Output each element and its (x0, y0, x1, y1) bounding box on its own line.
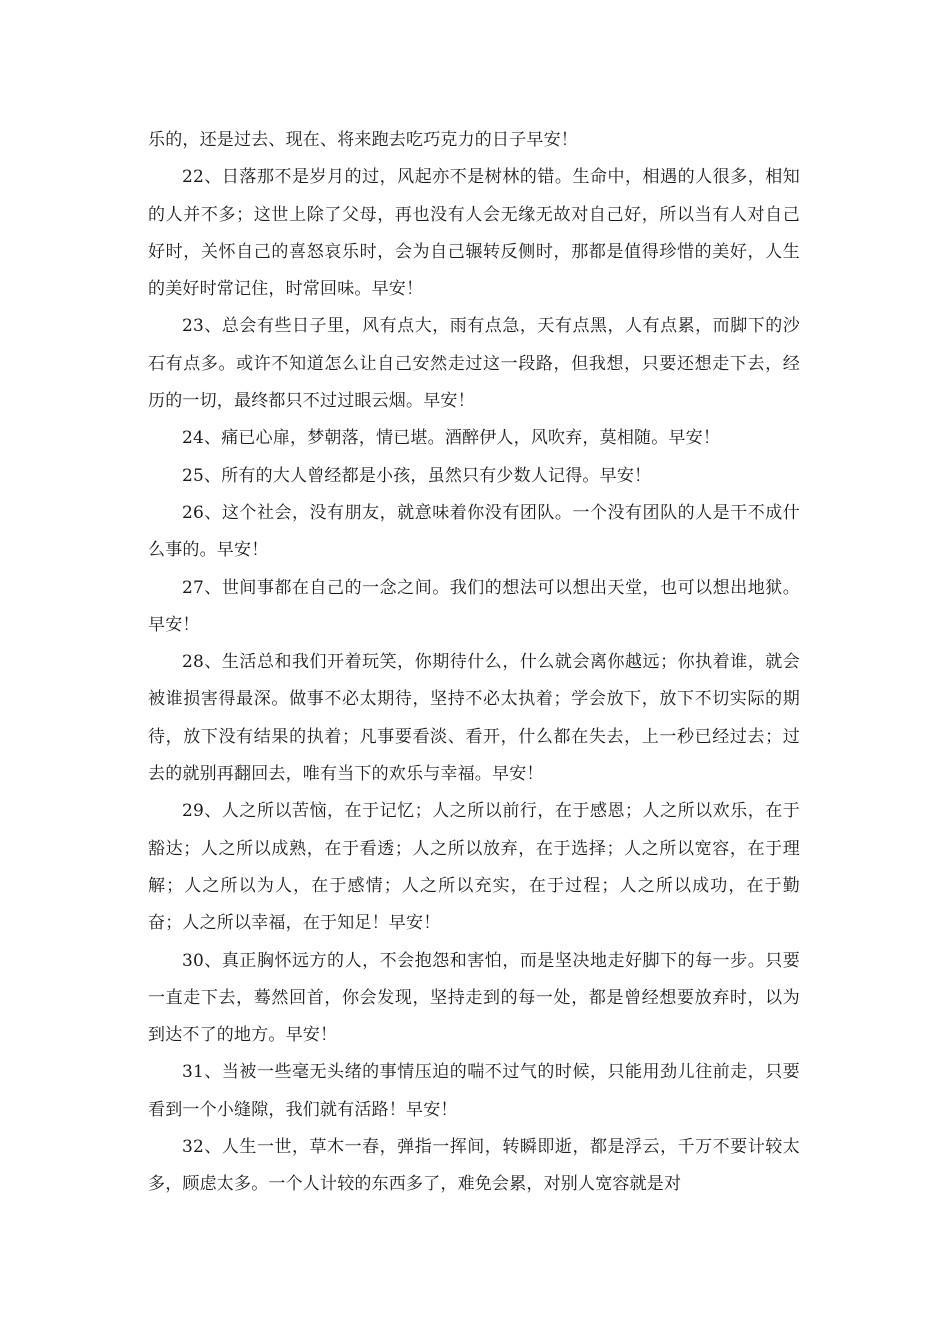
paragraph-continuation: 乐的，还是过去、现在、将来跑去吃巧克力的日子早安！ (148, 130, 578, 150)
paragraph-26: 26、这个社会，没有朋友，就意味着你没有团队。一个没有团队的人是干不成什么事的。早安！ (148, 502, 800, 561)
paragraph-25: 25、所有的大人曾经都是小孩，虽然只有少数人记得。早安！ (182, 465, 652, 486)
paragraph-31: 31、当被一些毫无头绪的事情压迫的喘不过气的时候，只能用劲儿往前走，只要看到一个小缝隙，我们就有活路！早安！ (148, 1062, 800, 1120)
paragraph-27: 27、世间事都在自己的一念之间。我们的想法可以想出天堂，也可以想出地狱。早安！ (148, 577, 800, 635)
paragraph-32: 32、人生一世，草木一春，弹指一挥间，转瞬即逝，都是浮云，千万不要计较太多，顾虑太多。一个人计较的东西多了，难免会累，对别人宽容就是对 (148, 1137, 800, 1195)
paragraph-29: 29、人之所以苦恼，在于记忆；人之所以前行，在于感恩；人之所以欢乐，在于豁达；人之所以成熟，在于看透；人之所以放弃，在于选择；人之所以宽容，在于理解；人之所以为人，在于感情；人之所以充实，在于过程；人之所以成功，在于勤奋；人之所以幸福，在于知足！早安！ (148, 801, 800, 934)
paragraph-23: 23、总会有些日子里，风有点大，雨有点急，天有点黑，人有点累，而脚下的沙石有点多。或许不知道怎么让自己安然走过这一段路，但我想，只要还想走下去，经历的一切，最终都只不过过眼云烟。早安！ (148, 316, 800, 412)
paragraph-22: 22、日落那不是岁月的过，风起亦不是树林的错。生命中，相遇的人很多，相知的人并不多；这世上除了父母，再也没有人会无缘无故对自己好，所以当有人对自己好时，关怀自己的喜怒哀乐时，会为自己辗转反侧时，那都是值得珍惜的美好，人生的美好时常记住，时常回味。早安！ (148, 167, 800, 300)
paragraph-24: 24、痛已心扉，梦朝落，情已堪。酒醉伊人，风吹弃，莫相随。早安！ (182, 428, 721, 449)
paragraph-28: 28、生活总和我们开着玩笑，你期待什么，什么就会离你越远；你执着谁，就会被谁损害得最深。做事不必太期待，坚持不必太执着；学会放下，放下不切实际的期待，放下没有结果的执着；凡事要看淡、看开，什么都在失去，上一秒已经过去；过去的就别再翻回去，唯有当下的欢乐与幸福。早安！ (148, 652, 800, 785)
document-body (148, 122, 800, 1204)
paragraph-30: 30、真正胸怀远方的人，不会抱怨和害怕，而是坚决地走好脚下的每一步。只要一直走下去，蓦然回首，你会发现，坚持走到的每一处，都是曾经想要放弃时，以为到达不了的地方。早安！ (148, 950, 800, 1046)
